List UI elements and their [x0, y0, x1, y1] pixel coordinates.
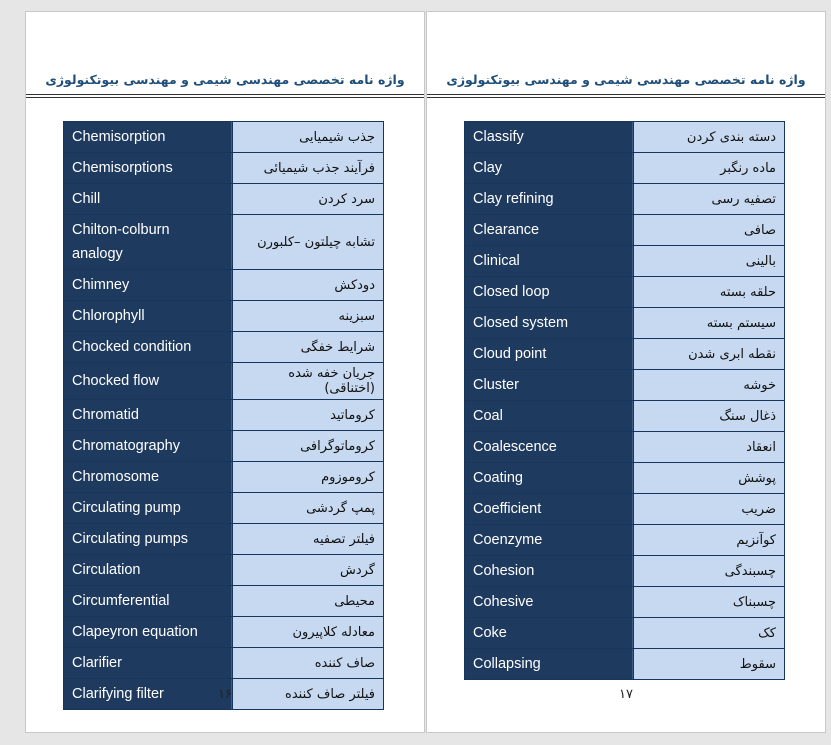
- header-divider: [427, 94, 825, 98]
- table-row: [64, 524, 384, 555]
- persian-term: سبزینه: [233, 301, 384, 332]
- english-term: Chlorophyll: [64, 301, 233, 332]
- persian-term: پمپ گردشی: [233, 493, 384, 524]
- english-term: Coke: [465, 618, 634, 649]
- table-row: [64, 462, 384, 493]
- persian-term: نقطه ابری شدن: [634, 339, 785, 370]
- table-row: [64, 153, 384, 184]
- table-row: [64, 363, 384, 400]
- english-term: Coating: [465, 463, 634, 494]
- english-term: Closed system: [465, 308, 634, 339]
- persian-term: شرایط خفگی: [233, 332, 384, 363]
- english-term: Coefficient: [465, 494, 634, 525]
- english-term: Chemisorptions: [64, 153, 233, 184]
- persian-term: تصفیه رسی: [634, 184, 785, 215]
- page-header: واژه نامه تخصصی مهندسی شیمی و مهندسی بیوتکنولوژی: [45, 72, 405, 87]
- table-row: [465, 153, 785, 184]
- table-row: [64, 493, 384, 524]
- table-row: [465, 215, 785, 246]
- table-row: [465, 649, 785, 680]
- table-row: [64, 270, 384, 301]
- table-row: [465, 122, 785, 153]
- english-term: Coenzyme: [465, 525, 634, 556]
- persian-term: گردش: [233, 555, 384, 586]
- english-term: Chromosome: [64, 462, 233, 493]
- english-term: Clapeyron equation: [64, 617, 233, 648]
- persian-term: چسبناک: [634, 587, 785, 618]
- table-row: [465, 370, 785, 401]
- table-row: [465, 184, 785, 215]
- persian-term: حلقه بسته: [634, 277, 785, 308]
- english-term: Chocked condition: [64, 332, 233, 363]
- english-term: Clinical: [465, 246, 634, 277]
- persian-term: صاف کننده: [233, 648, 384, 679]
- persian-term: دودکش: [233, 270, 384, 301]
- english-term: Cohesive: [465, 587, 634, 618]
- table-row: [465, 525, 785, 556]
- persian-term: ماده رنگبر: [634, 153, 785, 184]
- persian-term: کک: [634, 618, 785, 649]
- table-row: [465, 587, 785, 618]
- table-row: [465, 401, 785, 432]
- english-term: Circulating pumps: [64, 524, 233, 555]
- english-term: Chemisorption: [64, 122, 233, 153]
- english-term: Collapsing: [465, 649, 634, 680]
- persian-term: فیلتر تصفیه: [233, 524, 384, 555]
- english-term: Chromatid: [64, 400, 233, 431]
- persian-term: ذغال سنگ: [634, 401, 785, 432]
- persian-term: چسبندگی: [634, 556, 785, 587]
- persian-term: جذب شیمیایی: [233, 122, 384, 153]
- table-row: [64, 215, 384, 270]
- header-divider: [26, 94, 424, 98]
- english-term: Chimney: [64, 270, 233, 301]
- table-row: [64, 184, 384, 215]
- table-row: [64, 648, 384, 679]
- english-term: Coalescence: [465, 432, 634, 463]
- english-term: Cohesion: [465, 556, 634, 587]
- page-header: واژه نامه تخصصی مهندسی شیمی و مهندسی بیوتکنولوژی: [446, 72, 806, 87]
- persian-term: ضریب: [634, 494, 785, 525]
- persian-term: فرآیند جذب شیمیائی: [233, 153, 384, 184]
- table-row: [64, 301, 384, 332]
- english-term: Closed loop: [465, 277, 634, 308]
- page-16: [25, 11, 425, 733]
- glossary-table: [63, 121, 384, 710]
- persian-term: بالینی: [634, 246, 785, 277]
- page-17: [426, 11, 826, 733]
- persian-term: خوشه: [634, 370, 785, 401]
- english-term: Chromatography: [64, 431, 233, 462]
- persian-term: دسته بندی کردن: [634, 122, 785, 153]
- english-term: Coal: [465, 401, 634, 432]
- table-row: [465, 432, 785, 463]
- english-term: Chill: [64, 184, 233, 215]
- persian-term: سیستم بسته: [634, 308, 785, 339]
- persian-term: جریان خفه شده (اختناقی): [233, 363, 384, 400]
- table-row: [64, 400, 384, 431]
- table-row: [465, 494, 785, 525]
- persian-term: محیطی: [233, 586, 384, 617]
- english-term: Classify: [465, 122, 634, 153]
- page-number: ۱۷: [619, 687, 633, 702]
- table-row: [64, 555, 384, 586]
- persian-term: کروماتوگرافی: [233, 431, 384, 462]
- table-row: [64, 617, 384, 648]
- english-term: Circulating pump: [64, 493, 233, 524]
- page-number: ۱۶: [218, 687, 232, 702]
- english-term: Cluster: [465, 370, 634, 401]
- english-term: Chilton-colburn analogy: [64, 215, 233, 270]
- table-row: [465, 246, 785, 277]
- persian-term: کروماتید: [233, 400, 384, 431]
- table-row: [64, 332, 384, 363]
- persian-term: سرد کردن: [233, 184, 384, 215]
- english-term: Clarifier: [64, 648, 233, 679]
- persian-term: صافی: [634, 215, 785, 246]
- english-term: Clearance: [465, 215, 634, 246]
- persian-term: انعقاد: [634, 432, 785, 463]
- table-row: [64, 586, 384, 617]
- persian-term: معادله کلاپیرون: [233, 617, 384, 648]
- english-term: Chocked flow: [64, 363, 233, 400]
- persian-term: کروموزوم: [233, 462, 384, 493]
- persian-term: فیلتر صاف کننده: [233, 679, 384, 710]
- table-row: [64, 431, 384, 462]
- glossary-table: [464, 121, 785, 680]
- english-term: Clay: [465, 153, 634, 184]
- table-row: [465, 277, 785, 308]
- table-row: [465, 339, 785, 370]
- english-term: Circulation: [64, 555, 233, 586]
- english-term: Clarifying filter: [64, 679, 233, 710]
- english-term: Clay refining: [465, 184, 634, 215]
- english-term: Cloud point: [465, 339, 634, 370]
- table-row: [465, 308, 785, 339]
- english-term: Circumferential: [64, 586, 233, 617]
- table-row: [465, 556, 785, 587]
- table-row: [64, 122, 384, 153]
- table-row: [465, 618, 785, 649]
- persian-term: پوشش: [634, 463, 785, 494]
- table-row: [465, 463, 785, 494]
- persian-term: تشابه چیلتون –کلبورن: [233, 215, 384, 270]
- persian-term: کوآنزیم: [634, 525, 785, 556]
- persian-term: سقوط: [634, 649, 785, 680]
